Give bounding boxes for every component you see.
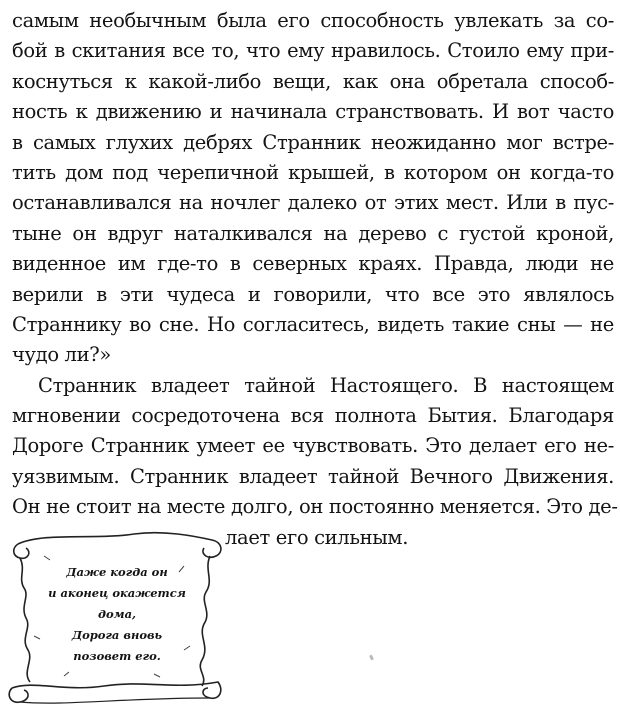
scroll-illustration <box>4 526 226 708</box>
text-line: тыне он вдруг наталкивался на дерево с густой кроной, <box>12 221 614 245</box>
text-line: чудо ли?» <box>12 343 111 367</box>
text-line: останавливался на ночлег далеко от этих мест. Или в пус- <box>12 191 614 215</box>
scroll-note-line: Даже когда он <box>66 565 168 579</box>
text-line: лает его сильным. <box>225 525 409 549</box>
text-line: в самых глухих дебрях Странник неожиданно мог встре- <box>12 130 614 154</box>
text-line: виденное им где-то в северных краях. Правда, люди не <box>12 252 614 276</box>
scroll-note-line: Дорога вновь <box>71 628 163 642</box>
body-text <box>12 6 618 553</box>
text-line: Он не стоит на месте долго, он постоянно меняется. Это де- <box>12 495 618 519</box>
text-line: мгновении сосредоточена вся полнота Бытия. Благодаря <box>12 404 614 428</box>
scroll-note-line: позовет его. <box>73 649 161 663</box>
text-line: уязвимым. Странник владеет тайной Вечного Движения. <box>12 464 614 488</box>
text-line: ность к движению и начинала странствовать. И вот часто <box>12 100 614 124</box>
text-line: Страннику во сне. Но согласитесь, видеть такие сны — не <box>12 312 614 336</box>
print-speck <box>369 655 374 661</box>
text-line: Странник владеет тайной Настоящего. В настоящем <box>38 373 614 397</box>
text-line: коснуться к какой-либо вещи, как она обретала способ- <box>12 69 614 93</box>
text-line: верили в эти чудеса и говорили, что все это являлось <box>12 282 614 306</box>
scroll-note-line: дома, <box>97 607 137 621</box>
scroll-note <box>42 562 192 667</box>
text-line: самым необычным была его способность увлекать за со- <box>12 9 614 32</box>
text-line: бой в скитания все то, что ему нравилось. Стоило ему при- <box>12 39 614 63</box>
scroll-note-line: и аконец окажется <box>48 586 186 600</box>
text-line: тить дом под черепичной крышей, в котором он когда-то <box>12 160 614 184</box>
text-line: Дороге Странник умеет ее чувствовать. Это делает его не- <box>12 434 614 458</box>
